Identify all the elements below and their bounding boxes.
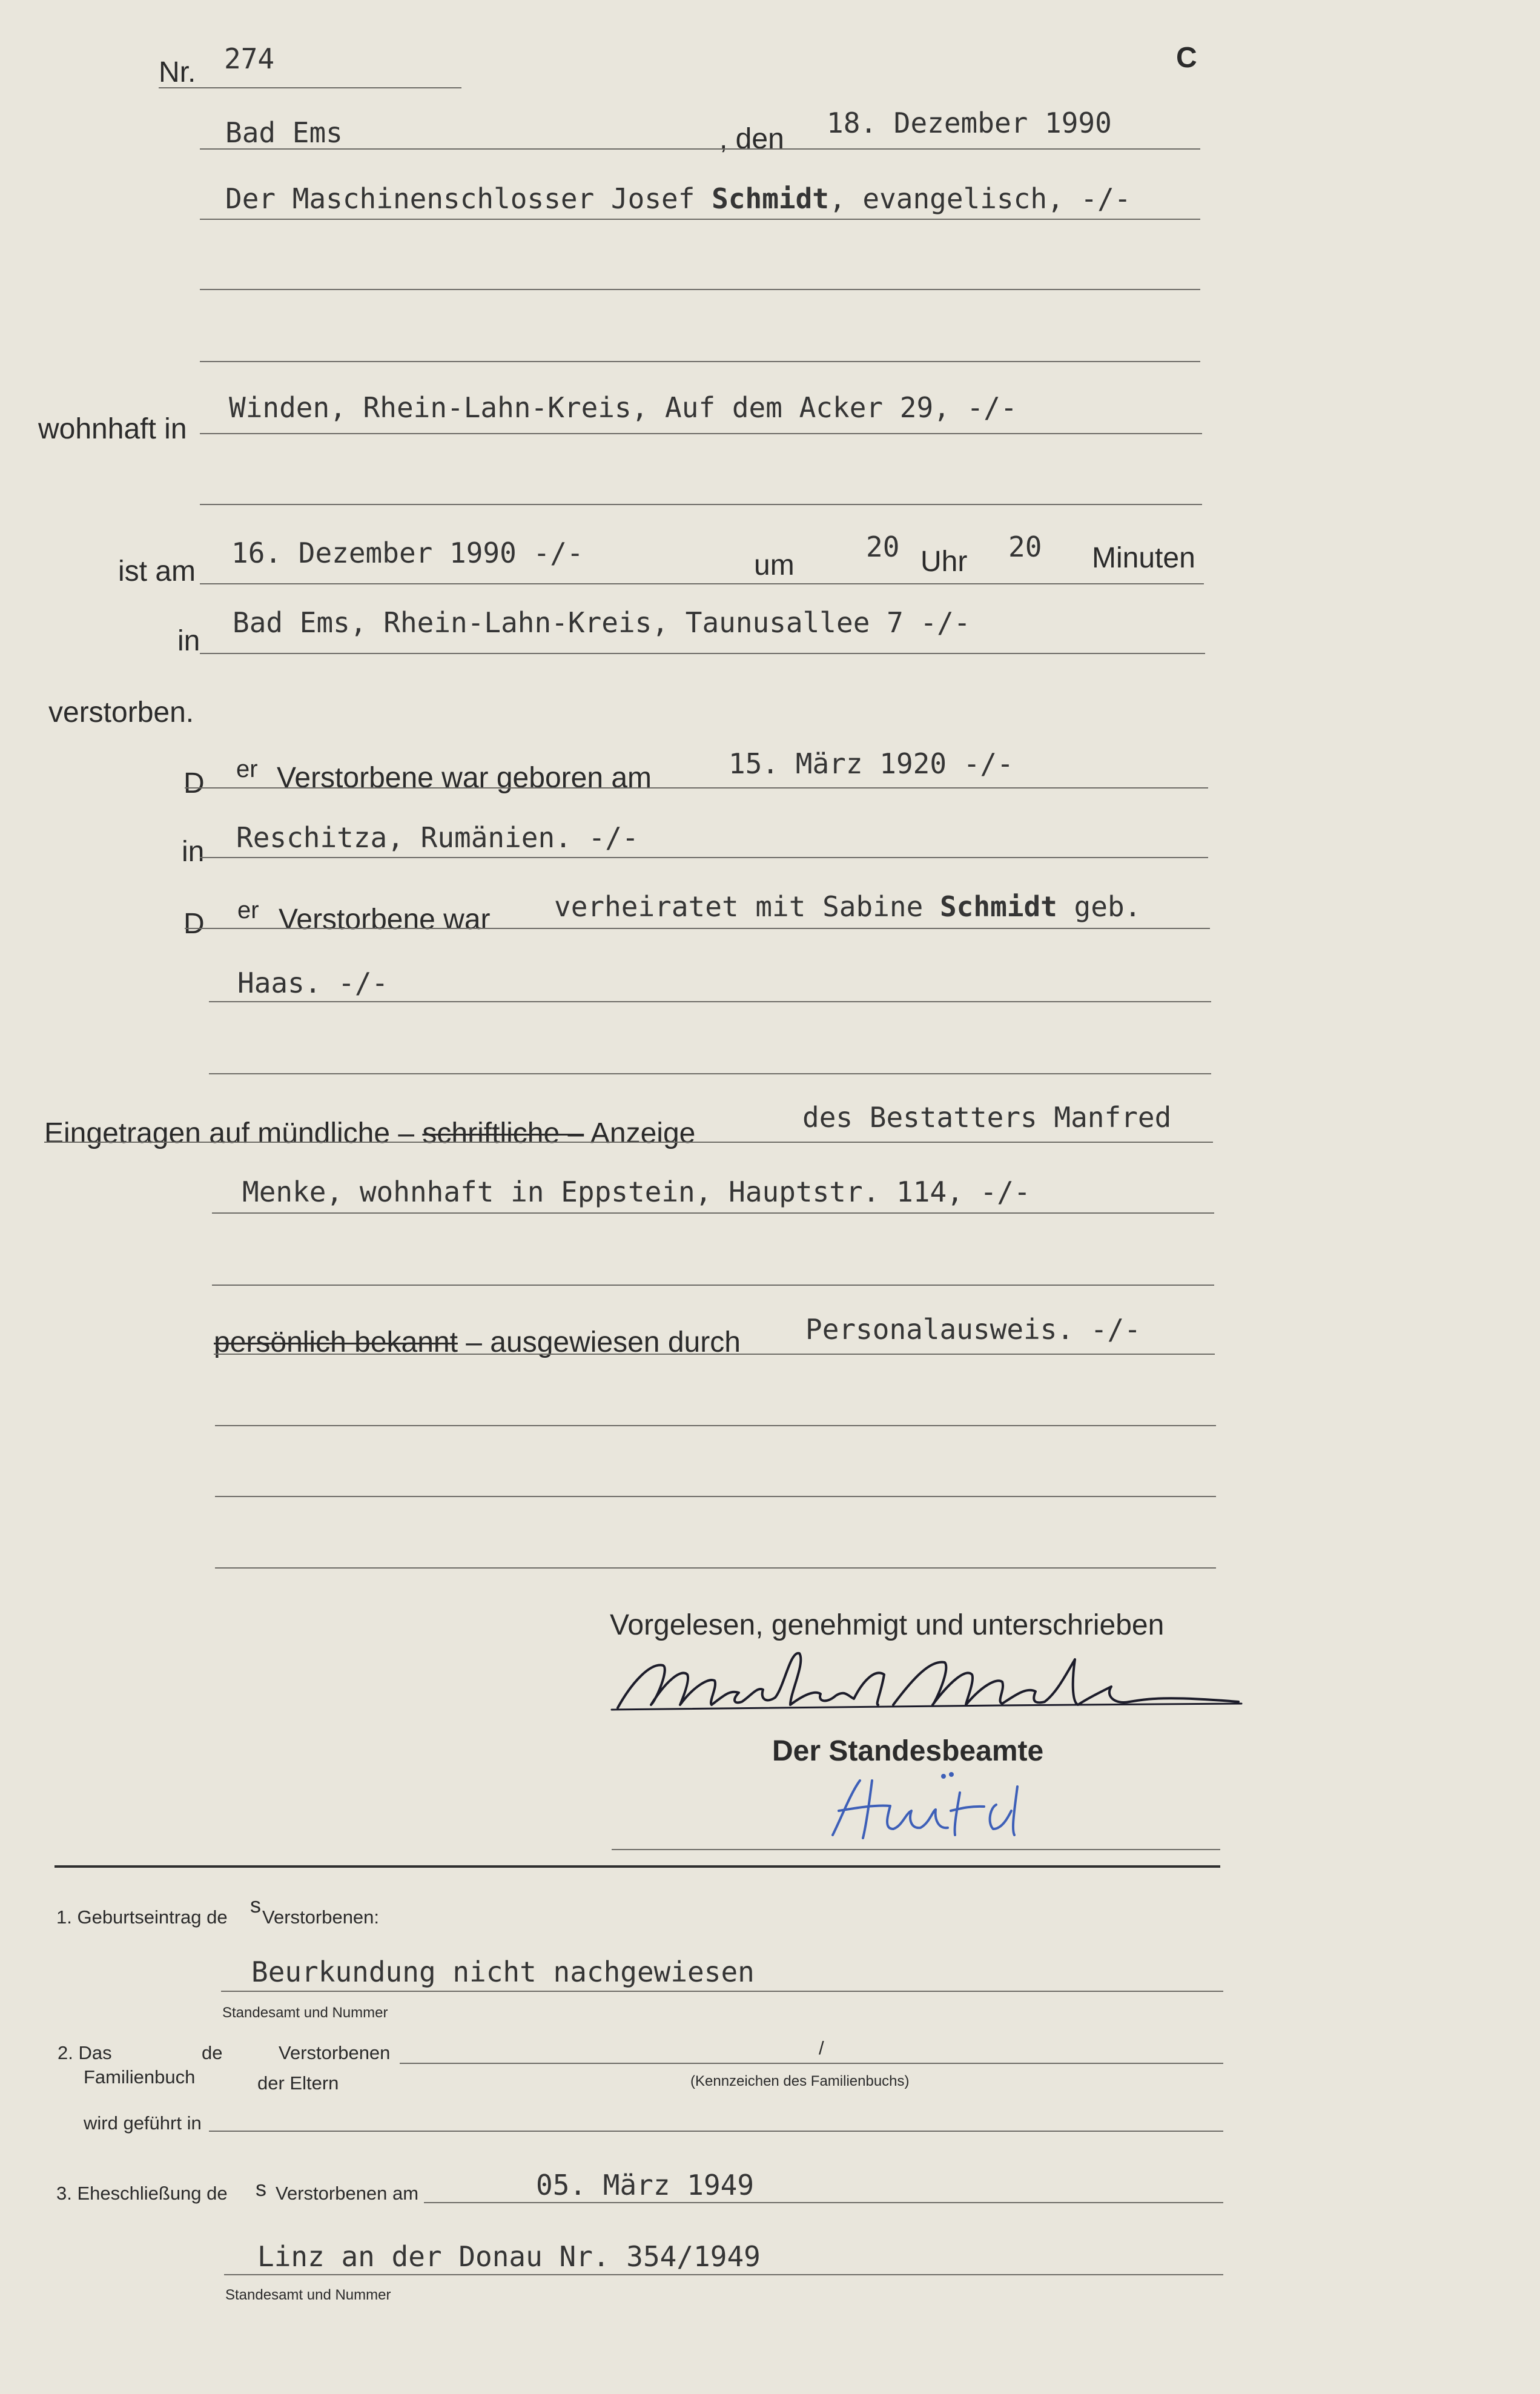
birth-label: Verstorbene war geboren am [277, 762, 652, 794]
place-date-line [200, 148, 1200, 150]
death-minute: 20 [1008, 531, 1042, 563]
minuten-label: Minuten [1092, 542, 1195, 574]
item2-familienbuch: Familienbuch [84, 2066, 196, 2088]
marital-d: D [183, 908, 205, 940]
report-line-1: des Bestatters Manfred [802, 1101, 1172, 1134]
nr-label: Nr. [159, 56, 196, 88]
nr-line [159, 87, 461, 88]
item3-place-line [224, 2274, 1223, 2275]
person-line: Der Maschinenschlosser Josef Schmidt, evangelisch, -/- [225, 182, 1131, 215]
item1-s: s [250, 1893, 261, 1917]
identity-value: Personalausweis. -/- [805, 1313, 1141, 1346]
uhr-label: Uhr [920, 546, 968, 578]
section-divider [55, 1865, 1220, 1868]
marital-line-1-rule [185, 928, 1210, 929]
item2-de: de [202, 2042, 223, 2063]
marital-er: er [237, 897, 259, 924]
item2-caption: (Kennzeichen des Familienbuchs) [690, 2073, 910, 2089]
residence-value: Winden, Rhein-Lahn-Kreis, Auf dem Acker 29, -/- [229, 391, 1017, 424]
report-line-2: Menke, wohnhaft in Eppstein, Hauptstr. 114, -/- [242, 1176, 1031, 1208]
birth-date-line [185, 787, 1208, 789]
death-place-value: Bad Ems, Rhein-Lahn-Kreis, Taunusallee 7 -/- [233, 606, 971, 639]
person-line-1 [200, 219, 1200, 220]
form-letter: C [1176, 42, 1197, 74]
item1-value: Beurkundung nicht nachgewiesen [251, 1956, 755, 1988]
informant-signature [609, 1644, 1248, 1723]
item2-verstorbenen: Verstorbenen [279, 2042, 391, 2063]
item2-gefuehrt-line [209, 2131, 1223, 2132]
blank-line-2 [215, 1496, 1216, 1497]
birth-d: D [183, 767, 205, 799]
um-label: um [754, 549, 795, 581]
residence-label: wohnhaft in [38, 413, 187, 445]
item3-label: 3. Eheschließung de [56, 2183, 228, 2204]
blank-line-1 [215, 1425, 1216, 1426]
date-value: 18. Dezember 1990 [827, 107, 1112, 139]
read-approved-label: Vorgelesen, genehmigt und unterschrieben [610, 1609, 1165, 1641]
item3-place: Linz an der Donau Nr. 354/1949 [257, 2240, 761, 2273]
death-place-line [200, 653, 1205, 654]
birth-place-value: Reschitza, Rumänien. -/- [236, 821, 639, 854]
item1-label2: Verstorbenen: [262, 1906, 380, 1928]
person-line-2 [200, 289, 1200, 290]
report-line-2-rule [212, 1212, 1214, 1214]
nr-value: 274 [224, 42, 275, 75]
official-signature-line [612, 1849, 1220, 1850]
item2-slash: / [819, 2037, 824, 2058]
identity-label: persönlich bekannt – ausgewiesen durch [214, 1326, 741, 1358]
item3-label2: Verstorbenen am [276, 2183, 419, 2204]
death-date-line [200, 583, 1204, 584]
birth-er: er [236, 756, 258, 782]
birth-place-label: in [182, 836, 205, 868]
item2-gefuehrt: wird geführt in [84, 2112, 202, 2134]
item1-caption: Standesamt und Nummer [222, 2005, 388, 2021]
den-label: , den [719, 123, 784, 155]
birth-date-value: 15. März 1920 -/- [729, 747, 1014, 780]
item2-das: 2. Das [58, 2042, 112, 2063]
marital-label: Verstorbene war [279, 904, 491, 936]
death-place-label: in [177, 625, 200, 657]
official-signature [815, 1768, 1045, 1853]
item1-line [221, 1991, 1223, 1992]
item3-date-line [424, 2202, 1223, 2203]
report-label: Eingetragen auf mündliche – schriftliche – Anzeige [44, 1117, 696, 1149]
identity-line [214, 1354, 1215, 1355]
item3-date: 05. März 1949 [536, 2169, 755, 2201]
item2-eltern: der Eltern [257, 2072, 339, 2094]
item2-line [400, 2063, 1223, 2064]
residence-line [200, 433, 1202, 434]
death-hour: 20 [866, 531, 900, 563]
blank-line-3 [215, 1567, 1216, 1569]
death-date-value: 16. Dezember 1990 -/- [231, 537, 584, 569]
item3-caption: Standesamt und Nummer [225, 2287, 391, 2303]
item1-label: 1. Geburtseintrag de [56, 1906, 228, 1928]
birth-place-line [200, 857, 1208, 858]
marital-line-2-rule [209, 1001, 1211, 1002]
marital-line-3-rule [209, 1073, 1211, 1074]
residence-line-2 [200, 504, 1202, 505]
report-line-1-rule [44, 1142, 1213, 1143]
report-line-3-rule [212, 1285, 1214, 1286]
item3-s: s [256, 2176, 266, 2201]
marital-line-1: verheiratet mit Sabine Schmidt geb. [554, 890, 1142, 923]
official-label: Der Standesbeamte [772, 1735, 1044, 1767]
death-date-label: ist am [118, 555, 196, 587]
marital-line-2: Haas. -/- [237, 967, 389, 999]
person-line-3 [200, 361, 1200, 362]
place-value: Bad Ems [225, 116, 343, 149]
verstorben-label: verstorben. [48, 696, 194, 729]
